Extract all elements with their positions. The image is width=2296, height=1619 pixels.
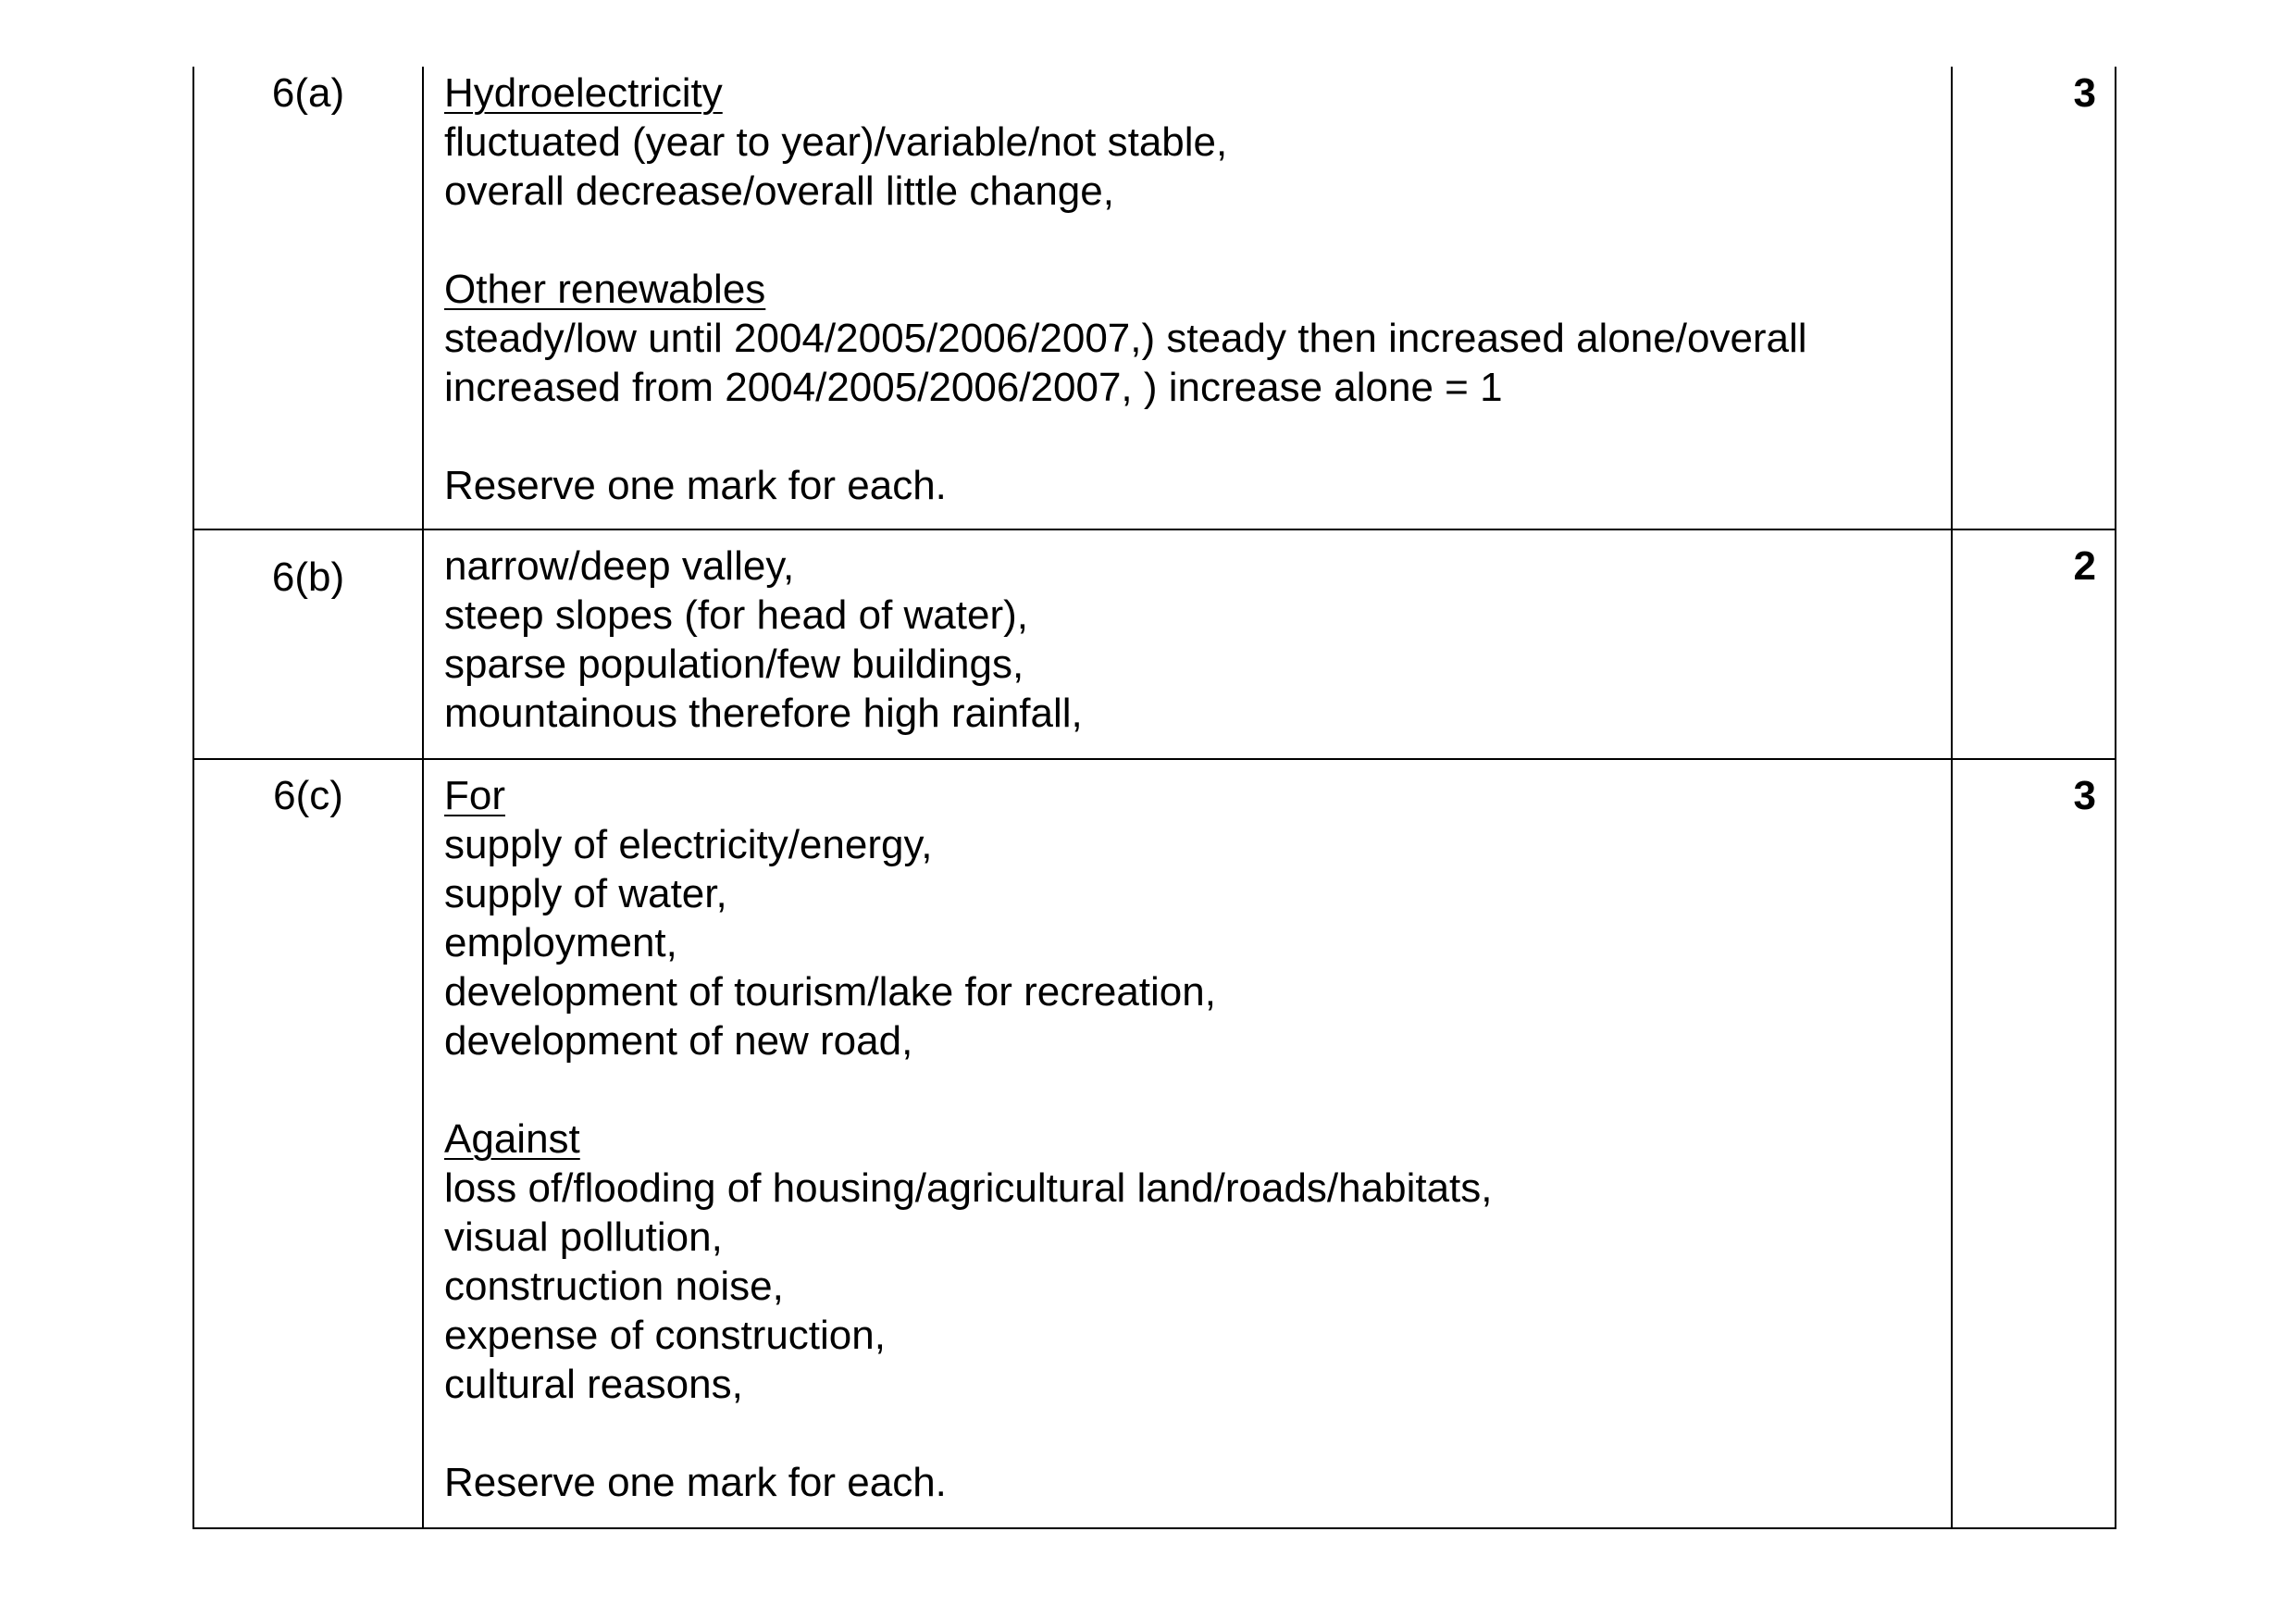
question-number: 6(b) xyxy=(271,554,345,600)
answer-cell xyxy=(423,67,1952,529)
marks-cell xyxy=(1952,67,2116,529)
spacer xyxy=(444,1409,1932,1458)
answer-line: fluctuated (year to year)/variable/not stable, xyxy=(444,119,1228,165)
answer-line: supply of electricity/energy, xyxy=(444,822,933,867)
answer-line: steady/low until 2004/2005/2006/2007,) steady then increased alone/overall xyxy=(444,316,1807,361)
table-row xyxy=(193,67,2116,529)
answer-line: visual pollution, xyxy=(444,1214,723,1260)
spacer xyxy=(444,1065,1932,1115)
answer-line: development of tourism/lake for recreation, xyxy=(444,969,1216,1015)
marks-value: 2 xyxy=(2073,543,2096,589)
table-row xyxy=(193,529,2116,759)
answer-line: overall decrease/overall little change, xyxy=(444,168,1114,214)
question-number-cell xyxy=(193,529,423,759)
table-row xyxy=(193,759,2116,1528)
answer-line: supply of water, xyxy=(444,871,727,916)
answer-line: mountainous therefore high rainfall, xyxy=(444,691,1083,736)
section-heading: Other renewables xyxy=(444,267,766,312)
answer-line: expense of construction, xyxy=(444,1313,886,1358)
answer-line: sparse population/few buildings, xyxy=(444,641,1024,687)
answer-line: narrow/deep valley, xyxy=(444,543,795,589)
answer-line: increased from 2004/2005/2006/2007, ) increase alone = 1 xyxy=(444,365,1503,410)
section-heading: Against xyxy=(444,1116,580,1162)
marking-note: Reserve one mark for each. xyxy=(444,463,947,508)
spacer xyxy=(444,216,1932,265)
question-number: 6(c) xyxy=(273,773,343,818)
answer-cell xyxy=(423,529,1952,759)
marks-value: 3 xyxy=(2073,70,2096,116)
marks-value: 3 xyxy=(2073,773,2096,818)
answer-line: steep slopes (for head of water), xyxy=(444,592,1028,638)
spacer xyxy=(444,412,1932,461)
question-number: 6(a) xyxy=(271,70,345,116)
answer-line: development of new road, xyxy=(444,1018,913,1064)
section-heading: For xyxy=(444,773,505,818)
section-heading: Hydroelectricity xyxy=(444,70,723,116)
answer-cell xyxy=(423,759,1952,1528)
marks-cell xyxy=(1952,759,2116,1528)
marking-note: Reserve one mark for each. xyxy=(444,1460,947,1505)
marks-cell xyxy=(1952,529,2116,759)
mark-scheme-table xyxy=(192,67,2116,1529)
question-number-cell xyxy=(193,759,423,1528)
answer-line: loss of/flooding of housing/agricultural land/roads/habitats, xyxy=(444,1165,1493,1211)
answer-line: cultural reasons, xyxy=(444,1362,743,1407)
answer-line: employment, xyxy=(444,920,677,965)
answer-line: construction noise, xyxy=(444,1264,784,1309)
question-number-cell xyxy=(193,67,423,529)
